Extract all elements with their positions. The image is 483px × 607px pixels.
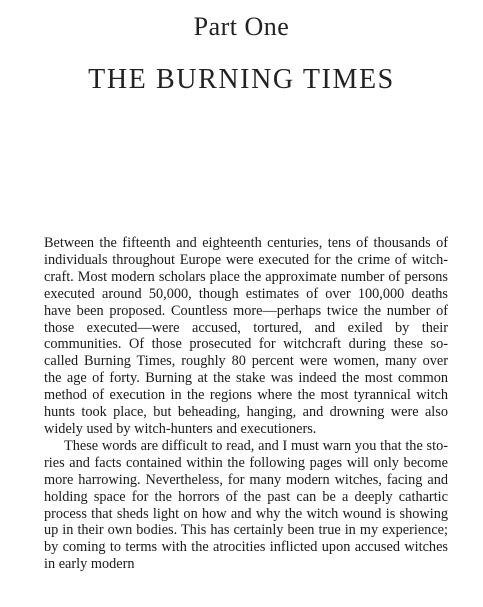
paragraph-2: These words are difficult to read, and I must warn you that the stories and facts contained within the following pages will only become more harrowing. Nevertheless, for many modern witches, facing and holding space for the horrors of the past can be a deeply cathartic process that sheds light on how and why the witch wound is showing up in their own bodies. This has certainly been true in my experience; by coming to terms with the atrocities inflicted upon accused witches in early modern [44, 437, 448, 573]
chapter-title: THE BURNING TIMES [88, 64, 395, 95]
paragraph-1: Between the fifteenth and eighteenth centuries, tens of thousands of individuals throughout Europe were executed for the crime of witchcraft. Most modern scholars place the approximate number of persons executed around 50,000, though estimates of over 100,000 deaths have been proposed. Countless more—perhaps twice the number of those executed—were accused, tortured, and exiled by their communities. Of those prosecuted for witchcraft during these so-called Burning Times, roughly 80 percent were women, many over the age of forty. Burning at the stake was indeed the most common method of execution in the regions where the most tyrannical witch hunts took place, but beheading, hanging, and drowning were also widely used by witch-hunters and executioners. [44, 235, 448, 437]
body-text [44, 235, 448, 573]
part-label: Part One [193, 12, 290, 41]
